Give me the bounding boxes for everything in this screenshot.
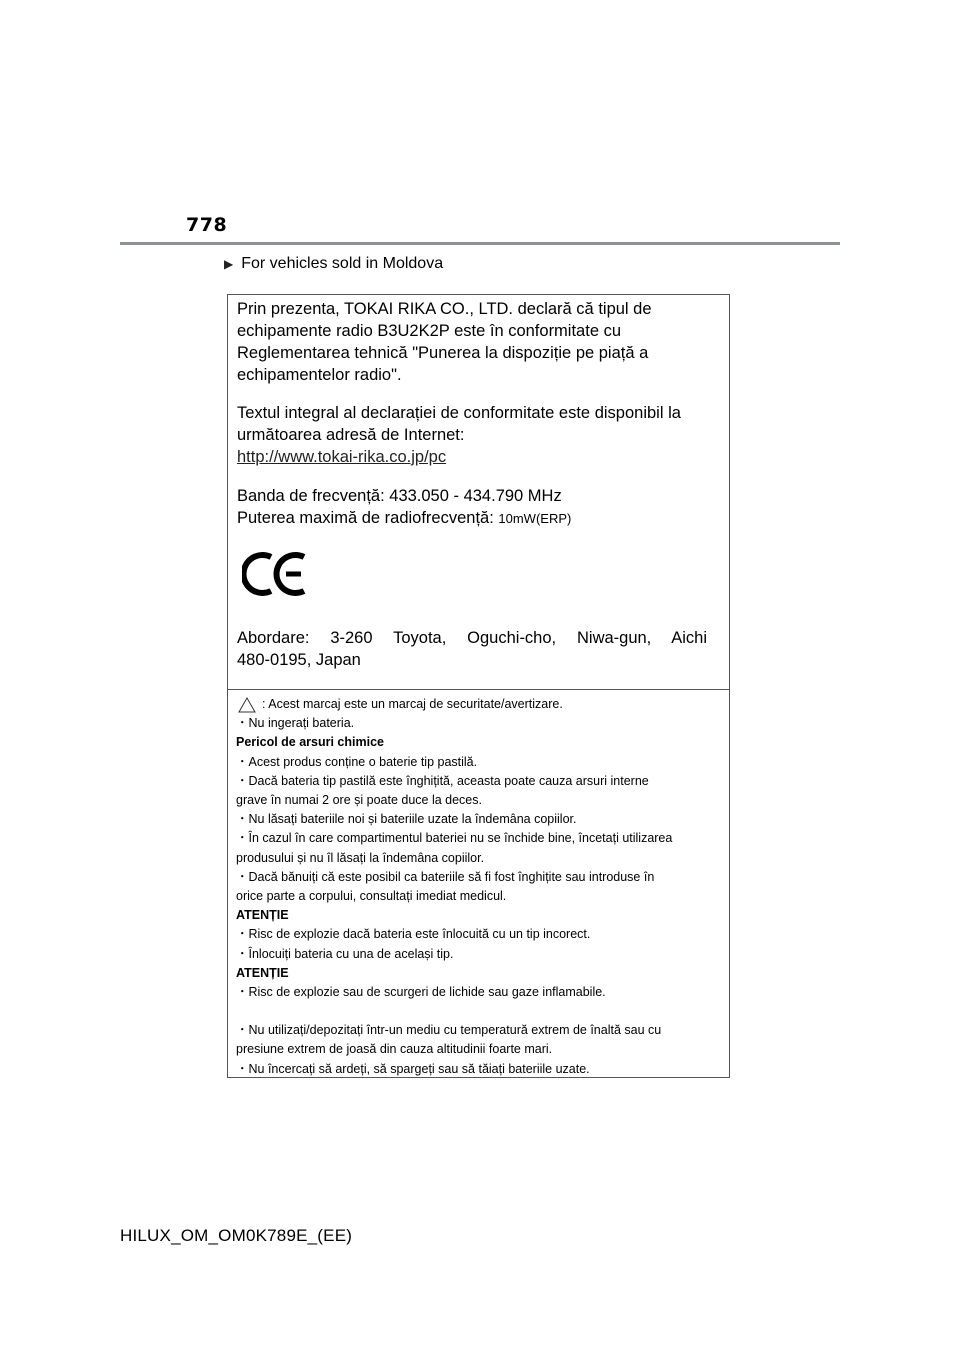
warning-line: orice parte a corpului, consultați imediat medicul. bbox=[236, 889, 507, 904]
declaration-frequency-block bbox=[237, 485, 707, 530]
text-line: echipamentelor radio". bbox=[237, 366, 402, 384]
power-value: 10mW(ERP) bbox=[498, 511, 572, 526]
warning-symbol-row bbox=[236, 695, 724, 714]
declaration-address bbox=[237, 627, 707, 671]
warning-line: ・Nu ingerați bateria. bbox=[236, 716, 355, 731]
power-label: Puterea maximă de radiofrecvență: bbox=[237, 509, 499, 527]
declaration-upper bbox=[228, 295, 729, 689]
warning-line: ・Dacă bănuiți că este posibil ca bateriile să fi fost înghițite sau introduse în bbox=[236, 869, 655, 884]
warning-heading: Pericol de arsuri chimice bbox=[236, 735, 384, 750]
warning-line: ・Nu încercați să ardeți, să spargeți sau să tăiați bateriile uzate. bbox=[236, 1061, 590, 1076]
text-line: Prin prezenta, TOKAI RIKA CO., LTD. declară că tipul de bbox=[237, 300, 652, 318]
ce-mark-icon bbox=[242, 549, 312, 599]
declaration-paragraph-2 bbox=[237, 402, 707, 468]
declaration-url-link[interactable]: http://www.tokai-rika.co.jp/pc bbox=[237, 448, 447, 466]
warning-line: ・Înlocuiți bateria cu una de același tip. bbox=[236, 946, 454, 961]
warning-line: ・Acest produs conține o baterie tip pastilă. bbox=[236, 754, 478, 769]
frequency-text: Banda de frecvență: 433.050 - 434.790 MHz bbox=[237, 487, 562, 505]
declaration-box bbox=[227, 294, 730, 1078]
power-text bbox=[237, 507, 707, 530]
warning-line: ・Risc de explozie sau de scurgeri de lichide sau gaze inflamabile. bbox=[236, 985, 606, 1000]
section-heading bbox=[224, 255, 443, 273]
warning-heading: ATENȚIE bbox=[236, 965, 289, 980]
section-heading-text: For vehicles sold in Moldova bbox=[241, 255, 444, 272]
address-line: 480-0195, Japan bbox=[237, 651, 361, 669]
warning-line: ・Risc de explozie dacă bateria este înlocuită cu un tip incorect. bbox=[236, 927, 591, 942]
text-line: Reglementarea tehnică "Punerea la dispoziție pe piață a bbox=[237, 344, 649, 362]
address-line: Abordare: 3-260 Toyota, Oguchi-cho, Niwa-gun, Aichi bbox=[237, 629, 707, 647]
warning-triangle-icon bbox=[238, 697, 256, 713]
warning-symbol-text: : Acest marcaj este un marcaj de securitate/avertizare. bbox=[262, 697, 563, 711]
warnings-section bbox=[236, 695, 724, 1079]
warning-line: produsului și nu îl lăsați la îndemâna copiilor. bbox=[236, 850, 485, 865]
footer-code: HILUX_OM_OM0K789E_(EE) bbox=[120, 1226, 353, 1245]
warning-line: grave în numai 2 ore și poate duce la deces. bbox=[236, 793, 482, 808]
box-divider bbox=[228, 689, 729, 690]
warning-line: ・Dacă bateria tip pastilă este înghițită, aceasta poate cauza arsuri interne bbox=[236, 773, 649, 788]
warning-line: ・Nu utilizați/depozitați într-un mediu cu temperatură extrem de înaltă sau cu bbox=[236, 1023, 662, 1038]
spacer bbox=[236, 1002, 724, 1021]
page-number: 778 bbox=[186, 214, 228, 236]
text-line: următoarea adresă de Internet: bbox=[237, 426, 465, 444]
text-line: echipamente radio B3U2K2P este în conformitate cu bbox=[237, 322, 622, 340]
header-rule bbox=[120, 242, 840, 245]
declaration-paragraph-1 bbox=[237, 298, 707, 386]
warning-line: ・Nu lăsați bateriile noi și bateriile uzate la îndemâna copiilor. bbox=[236, 812, 577, 827]
warning-heading: ATENȚIE bbox=[236, 908, 289, 923]
warning-line: presiune extrem de joasă din cauza altitudinii foarte mari. bbox=[236, 1042, 553, 1057]
warning-line: ・În cazul în care compartimentul bateriei nu se închide bine, încetați utilizarea bbox=[236, 831, 673, 846]
text-line: Textul integral al declarației de conformitate este disponibil la bbox=[237, 404, 681, 422]
triangle-right-icon: ▶ bbox=[224, 257, 234, 271]
